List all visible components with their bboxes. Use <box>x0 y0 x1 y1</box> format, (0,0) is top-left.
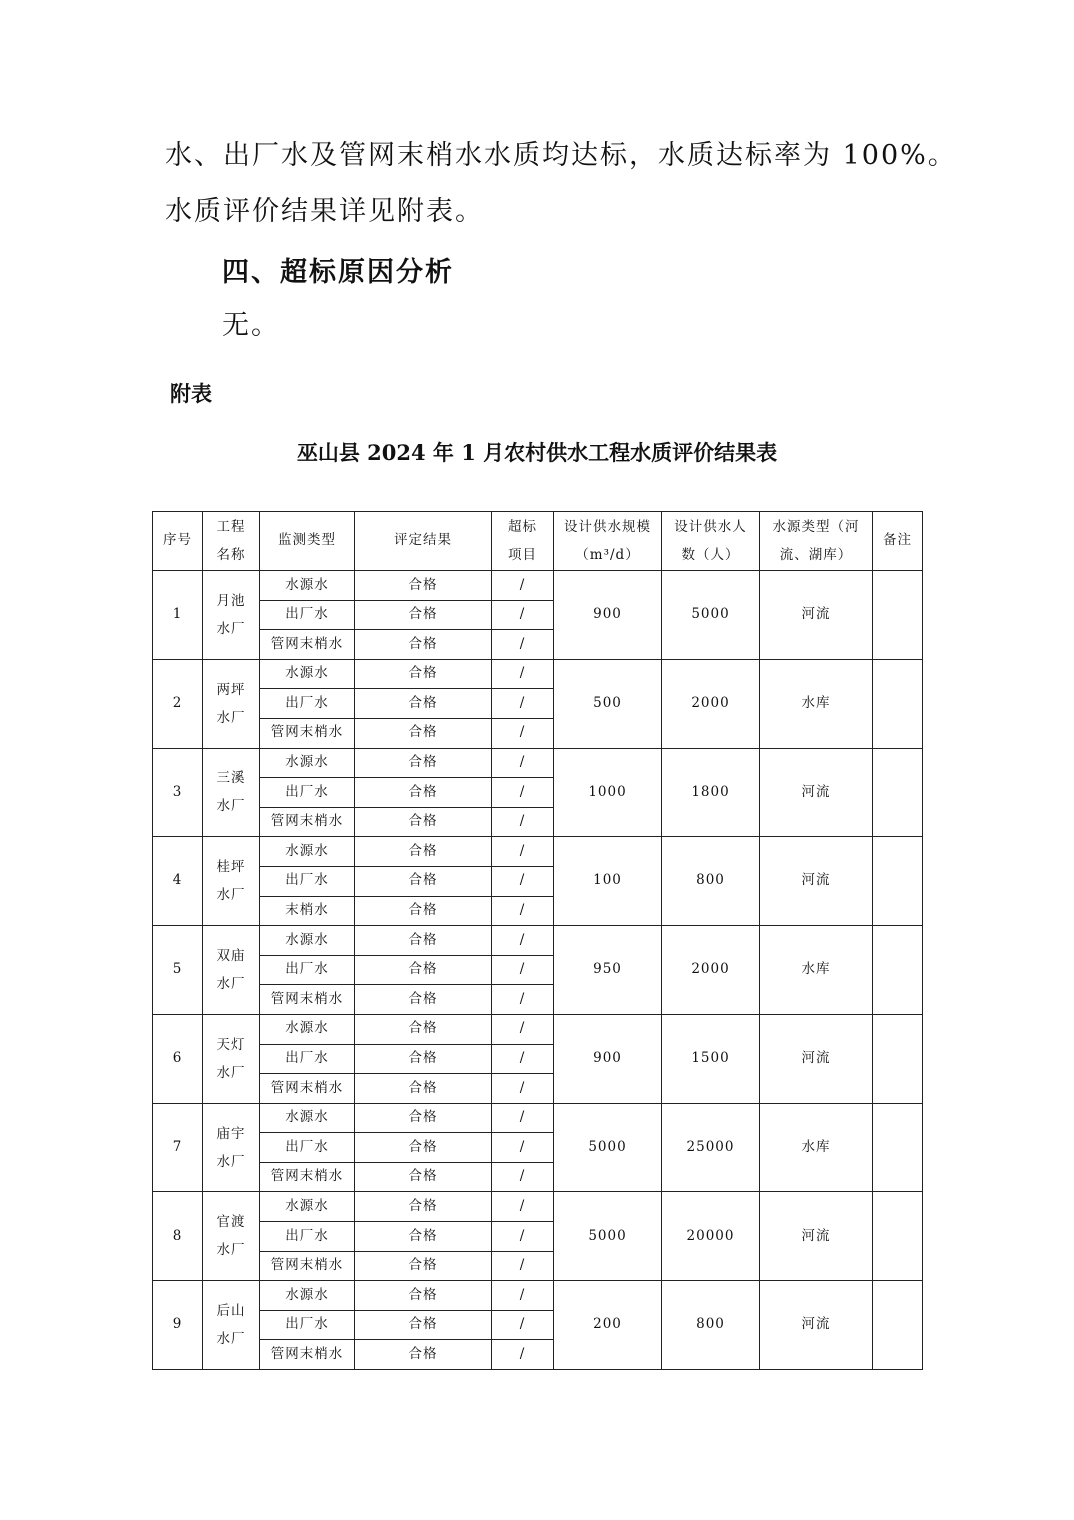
cell-monitor-type: 管网末梢水 <box>260 1340 355 1370</box>
plant-name-line2: 水厂 <box>216 620 246 637</box>
cell-monitor-type: 出厂水 <box>260 955 355 985</box>
cell-plant-name <box>203 1014 260 1103</box>
header-people-line2: 数（人） <box>681 547 740 563</box>
cell-monitor-type: 出厂水 <box>260 600 355 630</box>
cell-result: 合格 <box>355 807 492 837</box>
cell-exceed: / <box>492 748 554 778</box>
cell-result: 合格 <box>355 1103 492 1133</box>
cell-people: 800 <box>662 1281 760 1370</box>
cell-monitor-type: 管网末梢水 <box>260 1162 355 1192</box>
cell-result: 合格 <box>355 955 492 985</box>
plant-name-line2: 水厂 <box>216 1153 246 1170</box>
cell-remark <box>873 837 923 926</box>
table-row <box>153 748 923 778</box>
cell-exceed: / <box>492 926 554 956</box>
cell-result: 合格 <box>355 748 492 778</box>
cell-seq: 1 <box>153 571 203 660</box>
cell-result: 合格 <box>355 1162 492 1192</box>
header-exceed-line1: 超标 <box>508 519 537 535</box>
cell-remark <box>873 1281 923 1370</box>
cell-result: 合格 <box>355 837 492 867</box>
header-exceed-line2: 项目 <box>508 547 537 563</box>
cell-exceed: / <box>492 1074 554 1104</box>
cell-scale: 5000 <box>554 1103 662 1192</box>
table-row <box>153 659 923 689</box>
cell-result: 合格 <box>355 1014 492 1044</box>
cell-monitor-type: 出厂水 <box>260 1222 355 1252</box>
cell-result: 合格 <box>355 1192 492 1222</box>
cell-exceed: / <box>492 955 554 985</box>
header-source <box>760 512 873 571</box>
header-scale-line2: （m³/d） <box>575 547 640 563</box>
cell-plant-name <box>203 748 260 837</box>
plant-name-line1: 双庙 <box>216 948 246 965</box>
table-title: 巫山县 2024 年 1 月农村供水工程水质评价结果表 <box>296 440 778 465</box>
cell-result: 合格 <box>355 1310 492 1340</box>
cell-monitor-type: 水源水 <box>260 1281 355 1311</box>
cell-source: 河流 <box>760 837 873 926</box>
cell-exceed: / <box>492 718 554 748</box>
cell-result: 合格 <box>355 1251 492 1281</box>
cell-result: 合格 <box>355 896 492 926</box>
cell-scale: 900 <box>554 1014 662 1103</box>
cell-exceed: / <box>492 1281 554 1311</box>
plant-name-line2: 水厂 <box>216 1064 246 1081</box>
cell-result: 合格 <box>355 630 492 660</box>
cell-exceed: / <box>492 1162 554 1192</box>
cell-monitor-type: 水源水 <box>260 837 355 867</box>
cell-people: 800 <box>662 837 760 926</box>
cell-people: 1800 <box>662 748 760 837</box>
cell-monitor-type: 管网末梢水 <box>260 1251 355 1281</box>
cell-result: 合格 <box>355 866 492 896</box>
header-scale-line1: 设计供水规模 <box>564 519 651 535</box>
cell-monitor-type: 出厂水 <box>260 689 355 719</box>
cell-seq: 8 <box>153 1192 203 1281</box>
cell-exceed: / <box>492 1044 554 1074</box>
plant-name-line2: 水厂 <box>216 709 246 726</box>
table-row <box>153 926 923 956</box>
table-row <box>153 1192 923 1222</box>
cell-monitor-type: 管网末梢水 <box>260 985 355 1015</box>
cell-scale: 1000 <box>554 748 662 837</box>
header-monitor-type: 监测类型 <box>260 512 355 571</box>
cell-seq: 7 <box>153 1103 203 1192</box>
cell-scale: 200 <box>554 1281 662 1370</box>
cell-monitor-type: 水源水 <box>260 1103 355 1133</box>
cell-source: 水库 <box>760 926 873 1015</box>
cell-exceed: / <box>492 689 554 719</box>
cell-source: 河流 <box>760 1014 873 1103</box>
cell-monitor-type: 出厂水 <box>260 866 355 896</box>
cell-monitor-type: 水源水 <box>260 571 355 601</box>
cell-result: 合格 <box>355 1133 492 1163</box>
cell-result: 合格 <box>355 1222 492 1252</box>
cell-exceed: / <box>492 896 554 926</box>
cell-monitor-type: 出厂水 <box>260 1310 355 1340</box>
cell-plant-name <box>203 1281 260 1370</box>
body-line-1: 水、出厂水及管网末梢水水质均达标，水质达标率为 100%。 <box>165 140 957 171</box>
cell-result: 合格 <box>355 1281 492 1311</box>
cell-exceed: / <box>492 985 554 1015</box>
cell-remark <box>873 659 923 748</box>
section-text: 无。 <box>222 310 280 341</box>
appendix-label: 附表 <box>170 381 212 406</box>
plant-name-line1: 桂坪 <box>216 859 246 876</box>
cell-people: 5000 <box>662 571 760 660</box>
cell-monitor-type: 水源水 <box>260 659 355 689</box>
cell-seq: 4 <box>153 837 203 926</box>
table-header-row <box>153 512 923 571</box>
header-remark: 备注 <box>873 512 923 571</box>
cell-plant-name <box>203 1192 260 1281</box>
cell-exceed: / <box>492 1014 554 1044</box>
cell-monitor-type: 水源水 <box>260 748 355 778</box>
plant-name-line2: 水厂 <box>216 1242 246 1259</box>
cell-result: 合格 <box>355 718 492 748</box>
cell-plant-name <box>203 1103 260 1192</box>
cell-plant-name <box>203 837 260 926</box>
cell-people: 25000 <box>662 1103 760 1192</box>
cell-exceed: / <box>492 1133 554 1163</box>
cell-people: 1500 <box>662 1014 760 1103</box>
plant-name-line1: 天灯 <box>216 1036 246 1053</box>
cell-seq: 5 <box>153 926 203 1015</box>
cell-exceed: / <box>492 1251 554 1281</box>
cell-seq: 6 <box>153 1014 203 1103</box>
table-row <box>153 837 923 867</box>
cell-exceed: / <box>492 778 554 808</box>
cell-exceed: / <box>492 1103 554 1133</box>
cell-monitor-type: 水源水 <box>260 1192 355 1222</box>
header-name <box>203 512 260 571</box>
cell-exceed: / <box>492 659 554 689</box>
cell-scale: 100 <box>554 837 662 926</box>
cell-result: 合格 <box>355 985 492 1015</box>
cell-result: 合格 <box>355 689 492 719</box>
header-people <box>662 512 760 571</box>
plant-name-line1: 后山 <box>216 1303 246 1320</box>
cell-exceed: / <box>492 600 554 630</box>
plant-name-line1: 两坪 <box>216 681 246 698</box>
cell-remark <box>873 1103 923 1192</box>
cell-result: 合格 <box>355 778 492 808</box>
plant-name-line2: 水厂 <box>216 976 246 993</box>
plant-name-line1: 官渡 <box>216 1214 246 1231</box>
header-source-line1: 水源类型（河 <box>772 519 860 535</box>
plant-name-line1: 庙宇 <box>216 1125 246 1142</box>
body-line-2: 水质评价结果详见附表。 <box>165 196 484 227</box>
table-row <box>153 1281 923 1311</box>
cell-result: 合格 <box>355 600 492 630</box>
cell-monitor-type: 水源水 <box>260 1014 355 1044</box>
cell-remark <box>873 926 923 1015</box>
cell-source: 河流 <box>760 1192 873 1281</box>
cell-monitor-type: 管网末梢水 <box>260 807 355 837</box>
cell-scale: 500 <box>554 659 662 748</box>
cell-exceed: / <box>492 866 554 896</box>
cell-source: 水库 <box>760 659 873 748</box>
cell-result: 合格 <box>355 659 492 689</box>
header-name-line2: 名称 <box>216 547 246 563</box>
cell-people: 20000 <box>662 1192 760 1281</box>
cell-monitor-type: 出厂水 <box>260 1133 355 1163</box>
header-scale <box>554 512 662 571</box>
cell-result: 合格 <box>355 571 492 601</box>
cell-exceed: / <box>492 1222 554 1252</box>
cell-exceed: / <box>492 1310 554 1340</box>
header-exceed <box>492 512 554 571</box>
header-people-line1: 设计供水人 <box>674 519 747 535</box>
table-row <box>153 1103 923 1133</box>
table-row <box>153 1014 923 1044</box>
cell-scale: 5000 <box>554 1192 662 1281</box>
cell-remark <box>873 571 923 660</box>
cell-seq: 3 <box>153 748 203 837</box>
section-heading: 四、超标原因分析 <box>222 257 454 288</box>
cell-plant-name <box>203 571 260 660</box>
plant-name-line2: 水厂 <box>216 887 246 904</box>
cell-remark <box>873 1014 923 1103</box>
header-seq: 序号 <box>153 512 203 571</box>
cell-result: 合格 <box>355 926 492 956</box>
cell-monitor-type: 管网末梢水 <box>260 1074 355 1104</box>
cell-monitor-type: 出厂水 <box>260 778 355 808</box>
cell-exceed: / <box>492 837 554 867</box>
cell-people: 2000 <box>662 659 760 748</box>
cell-remark <box>873 1192 923 1281</box>
plant-name-line1: 月池 <box>216 592 246 609</box>
table-row <box>153 571 923 601</box>
cell-monitor-type: 出厂水 <box>260 1044 355 1074</box>
header-name-line1: 工程 <box>216 519 246 535</box>
table-body <box>153 571 923 1370</box>
cell-seq: 2 <box>153 659 203 748</box>
cell-seq: 9 <box>153 1281 203 1370</box>
cell-monitor-type: 管网末梢水 <box>260 630 355 660</box>
cell-plant-name <box>203 926 260 1015</box>
cell-result: 合格 <box>355 1074 492 1104</box>
cell-exceed: / <box>492 571 554 601</box>
cell-exceed: / <box>492 1192 554 1222</box>
cell-result: 合格 <box>355 1044 492 1074</box>
cell-source: 河流 <box>760 1281 873 1370</box>
cell-remark <box>873 748 923 837</box>
plant-name-line1: 三溪 <box>216 770 246 787</box>
cell-result: 合格 <box>355 1340 492 1370</box>
cell-people: 2000 <box>662 926 760 1015</box>
cell-monitor-type: 末梢水 <box>260 896 355 926</box>
header-source-line2: 流、湖库） <box>779 547 853 563</box>
cell-exceed: / <box>492 807 554 837</box>
header-result: 评定结果 <box>355 512 492 571</box>
cell-monitor-type: 水源水 <box>260 926 355 956</box>
water-quality-table <box>152 511 923 1370</box>
cell-exceed: / <box>492 1340 554 1370</box>
cell-exceed: / <box>492 630 554 660</box>
plant-name-line2: 水厂 <box>216 1331 246 1348</box>
cell-source: 河流 <box>760 748 873 837</box>
cell-scale: 950 <box>554 926 662 1015</box>
cell-source: 河流 <box>760 571 873 660</box>
cell-plant-name <box>203 659 260 748</box>
cell-source: 水库 <box>760 1103 873 1192</box>
cell-monitor-type: 管网末梢水 <box>260 718 355 748</box>
cell-scale: 900 <box>554 571 662 660</box>
plant-name-line2: 水厂 <box>216 798 246 815</box>
